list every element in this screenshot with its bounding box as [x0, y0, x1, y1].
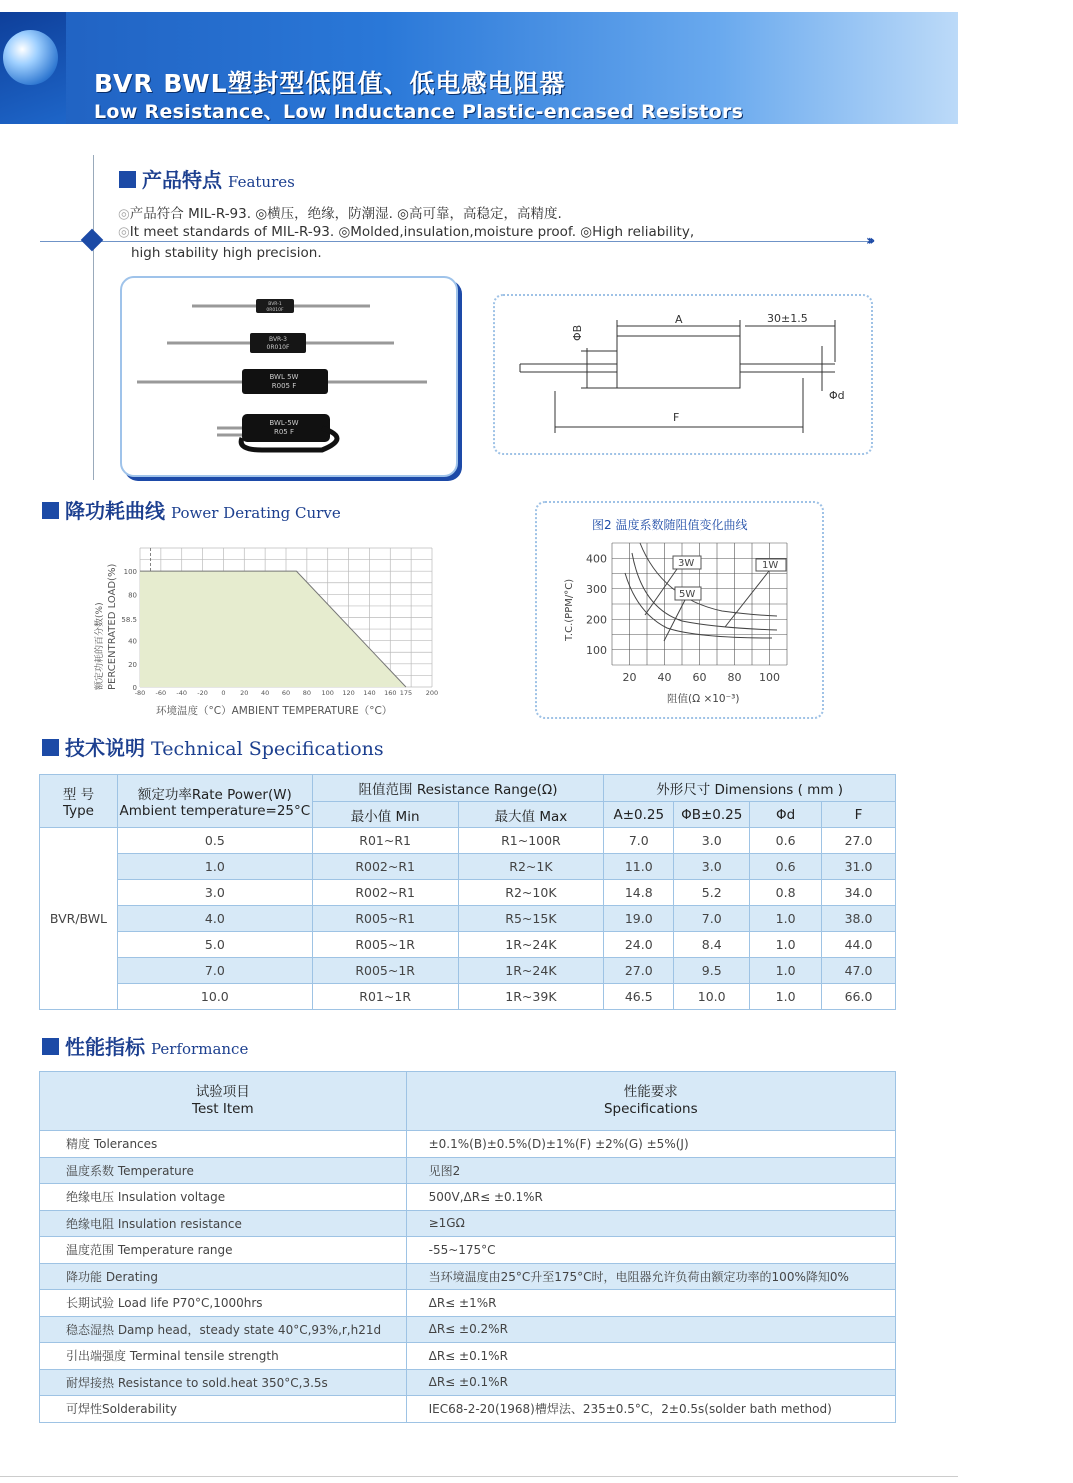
perf-spec-cell: 500V,ΔR≤ ±0.1%R [406, 1184, 895, 1211]
perf-h-spec [406, 1072, 895, 1131]
dim-phib-label: ΦB [571, 324, 584, 341]
x-tick-label: 175 [399, 689, 413, 697]
perf-spec-cell: 见图2 [406, 1157, 895, 1184]
y-tick-label: 80 [128, 591, 137, 600]
perf-header-row [40, 1072, 896, 1131]
spec-cell-p: 7.0 [117, 958, 312, 984]
x-tick-label: 160 [384, 689, 397, 697]
dimension-drawing [495, 296, 871, 453]
dim-a-label: A [675, 313, 683, 326]
x-tick-label: 80 [727, 671, 742, 684]
resistor-4 [217, 414, 337, 450]
square-bullet-icon [42, 1038, 59, 1055]
features-heading [119, 164, 295, 193]
spec-h-f: F [822, 802, 896, 828]
perf-h-spec-cn: 性能要求 [623, 1084, 678, 1100]
y-tick-label: 200 [586, 613, 607, 627]
perf-h-item-cn: 试验项目 [195, 1084, 250, 1100]
perf-spec-cell: ΔR≤ ±1%R [406, 1290, 895, 1317]
x-tick-label: -40 [176, 689, 188, 697]
dim-lead-label: 30±1.5 [767, 312, 808, 325]
derating-chart [90, 540, 450, 720]
x-tick-label: 200 [425, 689, 439, 697]
perf-item-cell: 绝缘电压 Insulation voltage [40, 1184, 407, 1211]
features-heading-en: Features [228, 173, 295, 191]
spec-cell-p: 3.0 [117, 880, 312, 906]
dim-phid-label: Φd [829, 389, 845, 402]
y-tick-label: 100 [586, 643, 607, 657]
x-tick-label: 40 [657, 671, 672, 684]
spec-h-max: 最大值 Max [458, 802, 604, 828]
table-row [40, 1157, 896, 1184]
spec-cell-f: 44.0 [822, 932, 896, 958]
table-row [40, 1316, 896, 1343]
x-tick-label: 60 [692, 671, 707, 684]
x-tick-label: 140 [363, 689, 376, 697]
table-row [40, 828, 896, 854]
x-tick-label: 40 [261, 689, 270, 697]
spec-cell-max: 1R~24K [458, 958, 604, 984]
perf-item-cell: 引出端强度 Terminal tensile strength [40, 1343, 407, 1370]
square-bullet-icon [42, 739, 59, 756]
perf-spec-cell: ΔR≤ ±0.1%R [406, 1369, 895, 1396]
tc-ylabel: T.C.(PPM/°C) [564, 578, 575, 641]
table-row [40, 984, 896, 1010]
spec-cell-b: 7.0 [674, 906, 750, 932]
spec-cell-d: 1.0 [750, 958, 822, 984]
spec-cell-p: 1.0 [117, 854, 312, 880]
resistor-1-label-2: 0R010F [266, 308, 284, 313]
perf-spec-cell: 当环境温度由25°C升至175°C时，电阻器允许负荷由额定功率的100%降知0% [406, 1263, 895, 1290]
spec-h-min: 最小值 Min [312, 802, 458, 828]
spec-cell-max: 1R~24K [458, 932, 604, 958]
x-tick-label: 0 [221, 689, 226, 697]
spec-cell-p: 0.5 [117, 828, 312, 854]
spec-cell-b: 5.2 [674, 880, 750, 906]
x-tick-label: 80 [302, 689, 311, 697]
spec-type-cell: BVR/BWL [40, 828, 118, 1010]
perf-spec-cell: ±0.1%(B)±0.5%(D)±1%(F) ±2%(G) ±5%(J) [406, 1131, 895, 1158]
resistor-1 [192, 299, 370, 313]
spec-cell-d: 0.6 [750, 854, 822, 880]
spec-cell-min: R005~1R [312, 932, 458, 958]
perf-item-cell: 耐焊接热 Resistance to sold.heat 350°C,3.5s [40, 1369, 407, 1396]
perf-item-cell: 精度 Tolerances [40, 1131, 407, 1158]
resistor-1-label-1: BVR-1 [268, 302, 282, 307]
square-bullet-icon [119, 171, 136, 188]
perf-table [39, 1071, 896, 1423]
tc-curve-3 [640, 543, 777, 616]
derating-heading-cn: 降功耗曲线 [65, 499, 165, 523]
spec-cell-a: 14.8 [604, 880, 674, 906]
tc-curve-2 [632, 553, 777, 630]
spec-h-range: 阻值范围 Resistance Range(Ω) [312, 775, 604, 802]
spec-cell-f: 66.0 [822, 984, 896, 1010]
spec-cell-a: 46.5 [604, 984, 674, 1010]
spec-h-power [117, 775, 312, 828]
derating-ylabel-en: PERCENTRATED LOAD(%) [107, 563, 118, 690]
table-row [40, 880, 896, 906]
resistor-2-label-1: BVR-3 [269, 336, 287, 343]
spec-table [39, 774, 896, 1010]
perf-item-cell: 温度系数 Temperature [40, 1157, 407, 1184]
spec-cell-f: 31.0 [822, 854, 896, 880]
derating-xlabel: 环境温度（°C）AMBIENT TEMPERATURE（°C） [156, 705, 393, 717]
perf-h-item-en: Test Item [192, 1101, 254, 1117]
table-row [40, 1290, 896, 1317]
resistor-2 [167, 333, 394, 353]
spec-cell-max: R5~15K [458, 906, 604, 932]
spec-h-power-1: 额定功率Rate Power(W) [137, 787, 292, 803]
table-row [40, 1343, 896, 1370]
spec-h-dim: 外形尺寸 Dimensions ( mm ) [604, 775, 896, 802]
y-tick-label: 40 [128, 637, 137, 646]
tc-tick-labels [586, 552, 780, 684]
spec-h-type-en: Type [62, 803, 94, 819]
spec-cell-a: 11.0 [604, 854, 674, 880]
table-row [40, 1396, 896, 1423]
x-tick-label: -80 [134, 689, 146, 697]
globe-logo-icon [3, 30, 58, 85]
x-tick-label: -20 [197, 689, 208, 697]
diamond-icon [81, 229, 104, 252]
table-row [40, 854, 896, 880]
spec-cell-min: R002~R1 [312, 880, 458, 906]
tc-label-5w: 5W [679, 589, 696, 600]
perf-spec-cell: ΔR≤ ±0.1%R [406, 1343, 895, 1370]
perf-heading-en: Performance [151, 1040, 249, 1058]
spec-cell-d: 0.6 [750, 828, 822, 854]
spec-cell-d: 1.0 [750, 906, 822, 932]
perf-spec-cell: -55~175°C [406, 1237, 895, 1264]
spec-cell-min: R005~1R [312, 958, 458, 984]
spec-cell-d: 0.8 [750, 880, 822, 906]
spec-h-a: A±0.25 [604, 802, 674, 828]
spec-cell-p: 4.0 [117, 906, 312, 932]
double-arrow-icon: ››› [866, 233, 872, 249]
table-row [40, 1210, 896, 1237]
table-row [40, 1184, 896, 1211]
spec-cell-b: 8.4 [674, 932, 750, 958]
perf-item-cell: 温度范围 Temperature range [40, 1237, 407, 1264]
derating-heading-en: Power Derating Curve [171, 504, 341, 522]
spec-h-type [40, 775, 118, 828]
spec-cell-f: 34.0 [822, 880, 896, 906]
perf-spec-cell: ≥1GΩ [406, 1210, 895, 1237]
resistor-3 [137, 369, 427, 394]
tc-label-1w: 1W [762, 560, 779, 571]
page-title-en: Low Resistance、Low Inductance Plastic-encased Resistors [94, 101, 744, 123]
spec-cell-max: 1R~39K [458, 984, 604, 1010]
spec-cell-min: R01~R1 [312, 828, 458, 854]
tech-heading-cn: 技术说明 [65, 736, 145, 760]
perf-spec-cell: ΔR≤ ±0.2%R [406, 1316, 895, 1343]
tc-chart-title: 图2 温度系数随阻值变化曲线 [592, 518, 748, 532]
spec-cell-a: 24.0 [604, 932, 674, 958]
y-tick-label: 300 [586, 582, 607, 596]
product-photo-box [120, 276, 458, 477]
features-line-1-text: 产品符合 MIL-R-93. ◎横压，绝缘，防潮湿. ◎高可靠，高稳定，高精度. [129, 206, 562, 222]
resistor-photos [122, 278, 456, 475]
perf-item-cell: 降功能 Derating [40, 1263, 407, 1290]
resistor-4-label-1: BWL-5W [269, 419, 299, 427]
x-tick-label: 60 [281, 689, 291, 697]
perf-item-cell: 绝缘电阻 Insulation resistance [40, 1210, 407, 1237]
table-row [40, 1263, 896, 1290]
spec-cell-min: R01~1R [312, 984, 458, 1010]
vertical-divider [93, 155, 94, 480]
perf-h-item [40, 1072, 407, 1131]
y-tick-label: 0 [132, 684, 137, 692]
y-tick-label: 100 [123, 568, 137, 577]
features-line-3: high stability high precision. [131, 245, 322, 261]
perf-h-spec-en: Specifications [603, 1101, 698, 1117]
spec-cell-a: 19.0 [604, 906, 674, 932]
perf-item-cell: 可焊性Solderability [40, 1396, 407, 1423]
spec-cell-d: 1.0 [750, 984, 822, 1010]
derating-heading [42, 495, 341, 524]
tech-heading-en: Technical Specifications [151, 738, 384, 760]
tc-pointer-3w [645, 569, 677, 615]
resistor-body-outline [617, 336, 740, 388]
resistor-4-label-2: R05 F [273, 428, 295, 436]
perf-item-cell: 长期试验 Load life P70°C,1000hrs [40, 1290, 407, 1317]
perf-spec-cell: IEC68-2-20(1968)槽焊法、235±0.5°C，2±0.5s(solder bath method) [406, 1396, 895, 1423]
page-title-cn: BVR BWL塑封型低阻值、低电感电阻器 [94, 69, 566, 98]
table-row [40, 1131, 896, 1158]
x-tick-label: -60 [155, 689, 167, 697]
perf-item-cell: 稳态湿热 Damp head，steady state 40°C,93%,r,h21d [40, 1316, 407, 1343]
y-tick-label: 58.5 [121, 616, 137, 625]
table-row [40, 1237, 896, 1264]
spec-cell-f: 27.0 [822, 828, 896, 854]
table-row [40, 958, 896, 984]
resistor-3-label-1: BWL 5W [269, 373, 299, 381]
table-row [40, 1369, 896, 1396]
table-row [40, 932, 896, 958]
spec-cell-a: 7.0 [604, 828, 674, 854]
spec-cell-min: R002~R1 [312, 854, 458, 880]
features-heading-cn: 产品特点 [142, 168, 222, 192]
spec-cell-min: R005~R1 [312, 906, 458, 932]
tech-heading [42, 732, 384, 761]
spec-cell-max: R1~100R [458, 828, 604, 854]
spec-h-b: ΦB±0.25 [674, 802, 750, 828]
spec-h-d: Φd [750, 802, 822, 828]
table-row [40, 906, 896, 932]
spec-cell-b: 3.0 [674, 854, 750, 880]
spec-cell-b: 3.0 [674, 828, 750, 854]
tc-chart-box [535, 501, 824, 719]
square-bullet-icon [42, 502, 59, 519]
derating-ylabel-cn: 额定功耗的百分数(%) [95, 602, 105, 690]
tc-chart [537, 503, 822, 717]
spec-cell-max: R2~10K [458, 880, 604, 906]
tc-label-3w: 3W [678, 558, 695, 569]
x-tick-label: 120 [342, 689, 355, 697]
tc-xlabel: 阻值(Ω ×10⁻³) [667, 693, 740, 705]
perf-heading-cn: 性能指标 [65, 1035, 145, 1059]
x-tick-label: 20 [240, 689, 249, 697]
spec-cell-f: 38.0 [822, 906, 896, 932]
spec-header-row-1 [40, 775, 896, 802]
resistor-3-label-2: R005 F [271, 382, 297, 390]
bottom-divider [0, 1476, 958, 1477]
spec-cell-b: 9.5 [674, 958, 750, 984]
spec-cell-f: 47.0 [822, 958, 896, 984]
tc-pointer-1w [725, 571, 769, 627]
perf-heading [42, 1031, 248, 1060]
y-tick-label: 20 [128, 660, 137, 669]
resistor-2-label-2: 0R010F [266, 344, 290, 351]
features-line-1: ◎产品符合 MIL-R-93. ◎横压，绝缘，防潮湿. ◎高可靠，高稳定，高精度. [118, 206, 562, 222]
spec-cell-p: 10.0 [117, 984, 312, 1010]
features-line-2-text: It meet standards of MIL-R-93. ◎Molded,insulation,moisture proof. ◎High reliability, [129, 224, 695, 240]
spec-h-power-2: Ambient temperature=25°C [119, 803, 311, 819]
x-tick-label: 100 [321, 689, 334, 697]
spec-cell-d: 1.0 [750, 932, 822, 958]
dim-f-label: F [673, 411, 680, 424]
features-line-2: ◎It meet standards of MIL-R-93. ◎Molded,insulation,moisture proof. ◎High reliability, [118, 224, 695, 240]
spec-cell-max: R2~1K [458, 854, 604, 880]
dimension-drawing-box [493, 294, 873, 455]
horizontal-divider [40, 241, 870, 242]
x-tick-label: 20 [622, 671, 637, 684]
y-tick-label: 400 [586, 552, 607, 566]
spec-h-type-cn: 型 号 [62, 787, 95, 803]
spec-cell-p: 5.0 [117, 932, 312, 958]
spec-cell-a: 27.0 [604, 958, 674, 984]
spec-cell-b: 10.0 [674, 984, 750, 1010]
x-tick-label: 100 [759, 671, 780, 684]
